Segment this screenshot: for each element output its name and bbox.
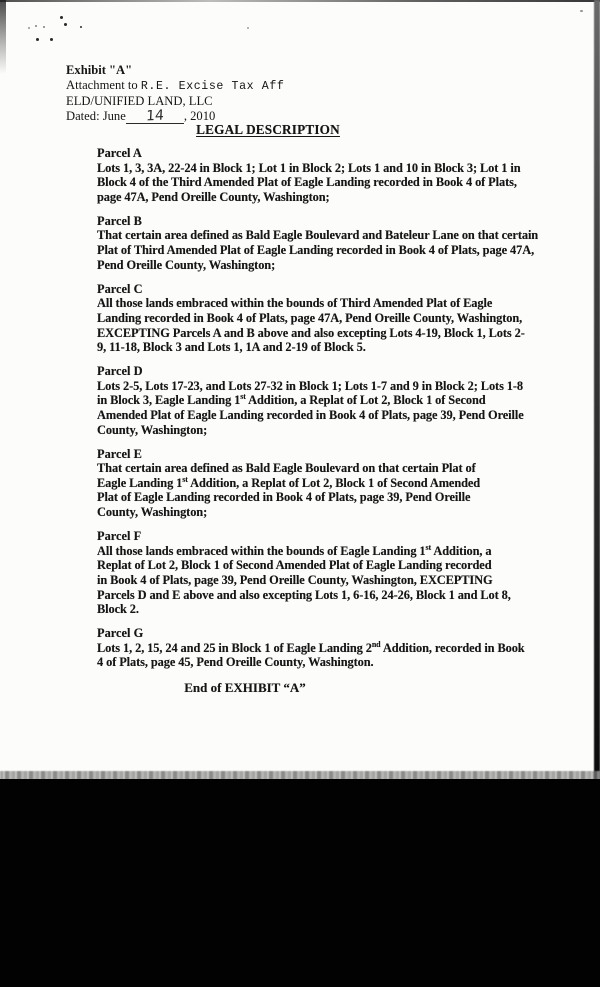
parcel-c-line-3: EXCEPTING Parcels A and B above and also excepting Lots 4-19, Block 1, Lots 2-	[97, 325, 525, 340]
parcel-d	[97, 364, 557, 437]
scan-speck	[43, 26, 45, 28]
parcel-f-heading: Parcel F	[97, 529, 142, 544]
parcel-c-line-2: Landing recorded in Book 4 of Plats, page 47A, Pend Oreille County, Washington,	[97, 310, 523, 325]
parcel-e-line-3: Plat of Eagle Landing recorded in Book 4 of Plats, page 39, Pend Oreille	[97, 490, 471, 505]
scan-speck	[35, 25, 37, 27]
dated-prefix: Dated: June	[66, 108, 126, 123]
parcel-a-heading: Parcel A	[97, 146, 142, 160]
parcels	[97, 146, 557, 670]
attachment-prefix: Attachment to	[66, 77, 141, 92]
attachment-typed-text: R.E. Excise Tax Aff	[140, 79, 285, 93]
parcel-e-line-1: That certain area defined as Bald Eagle Boulevard on that certain Plat of	[97, 461, 476, 476]
parcel-f-line-2: Replat of Lot 2, Block 1 of Second Amended Plat of Eagle Landing recorded	[97, 558, 492, 573]
scan-speck	[80, 26, 82, 28]
parcel-g-line-1: Lots 1, 2, 15, 24 and 25 in Block 1 of Eagle Landing 2nd Addition, recorded in Book	[97, 639, 525, 655]
parcel-b	[97, 214, 557, 272]
company-name: ELD/UNIFIED LAND, LLC	[66, 94, 213, 109]
document-header	[66, 63, 536, 124]
parcel-c	[97, 282, 557, 355]
parcel-c-line-1: All those lands embraced within the bounds of Third Amended Plat of Eagle	[97, 296, 493, 311]
section-title: LEGAL DESCRIPTION	[196, 122, 340, 137]
scan-speck	[36, 38, 39, 41]
parcel-b-line-2: Plat of Third Amended Plat of Eagle Landing recorded in Book 4 of Plats, page 47A,	[97, 243, 535, 258]
scan-top-edge-artifact	[0, 0, 600, 2]
parcel-b-line-3: Pend Oreille County, Washington;	[97, 257, 276, 272]
parcel-c-line-4: 9, 11-18, Block 3 and Lots 1, 1A and 2-19 of Block 5.	[97, 340, 366, 355]
attachment-line	[66, 78, 536, 95]
parcel-e-heading: Parcel E	[97, 446, 142, 461]
exhibit-title: Exhibit "A"	[66, 63, 133, 77]
parcel-e-line-4: County, Washington;	[97, 505, 208, 520]
scan-speck	[247, 27, 249, 29]
parcel-e	[97, 447, 557, 520]
parcel-b-heading: Parcel B	[97, 213, 142, 228]
dated-suffix: , 2010	[183, 108, 216, 123]
parcel-a	[97, 146, 557, 204]
parcel-f-line-3: in Book 4 of Plats, page 39, Pend Oreille County, Washington, EXCEPTING	[97, 572, 493, 587]
parcel-a-line-3: page 47A, Pend Oreille County, Washington;	[97, 189, 330, 204]
parcel-c-heading: Parcel C	[97, 281, 143, 296]
scan-right-edge-artifact	[594, 0, 600, 780]
parcel-g	[97, 626, 557, 670]
parcel-b-line-1: That certain area defined as Bald Eagle Boulevard and Bateleur Lane on that certain	[97, 228, 539, 243]
parcel-d-line-4: County, Washington;	[97, 422, 208, 437]
footer-row	[0, 679, 490, 697]
scan-speck	[50, 38, 53, 41]
parcel-a-line-1: Lots 1, 3, 3A, 22-24 in Block 1; Lot 1 in Block 2; Lots 1 and 10 in Block 3; Lot 1 in	[97, 160, 521, 175]
scan-speck	[60, 16, 63, 19]
parcel-f	[97, 529, 557, 617]
section-title-row	[0, 121, 536, 139]
handwritten-date: 14	[145, 107, 165, 125]
scan-speck	[64, 23, 67, 26]
parcel-d-heading: Parcel D	[97, 364, 143, 379]
scan-left-edge-artifact	[0, 0, 6, 74]
parcel-f-line-5: Block 2.	[97, 602, 139, 617]
parcel-d-line-3: Amended Plat of Eagle Landing recorded in Book 4 of Plats, page 39, Pend Oreille	[97, 408, 524, 422]
scan-speck	[28, 27, 30, 29]
parcel-a-line-2: Block 4 of the Third Amended Plat of Eagle Landing recorded in Book 4 of Plats,	[97, 175, 517, 190]
parcel-f-line-1: All those lands embraced within the bounds of Eagle Landing 1st Addition, a	[97, 542, 492, 558]
parcel-f-line-4: Parcels D and E above and also excepting Lots 1, 6-16, 24-26, Block 1 and Lot 8,	[97, 587, 511, 602]
parcel-g-line-2: 4 of Plats, page 45, Pend Oreille County, Washington.	[97, 655, 374, 670]
parcel-d-line-2: in Block 3, Eagle Landing 1st Addition, a Replat of Lot 2, Block 1 of Second	[97, 392, 486, 408]
scanner-black-band	[0, 779, 600, 987]
parcel-d-line-1: Lots 2-5, Lots 17-23, and Lots 27-32 in Block 1; Lots 1-7 and 9 in Block 2; Lots 1-8	[97, 378, 524, 393]
scan-speck	[580, 10, 583, 12]
parcel-g-heading: Parcel G	[97, 626, 144, 641]
end-of-exhibit-text: End of EXHIBIT “A”	[184, 680, 306, 695]
parcel-e-line-2: Eagle Landing 1st Addition, a Replat of Lot 2, Block 1 of Second Amended	[97, 474, 481, 490]
